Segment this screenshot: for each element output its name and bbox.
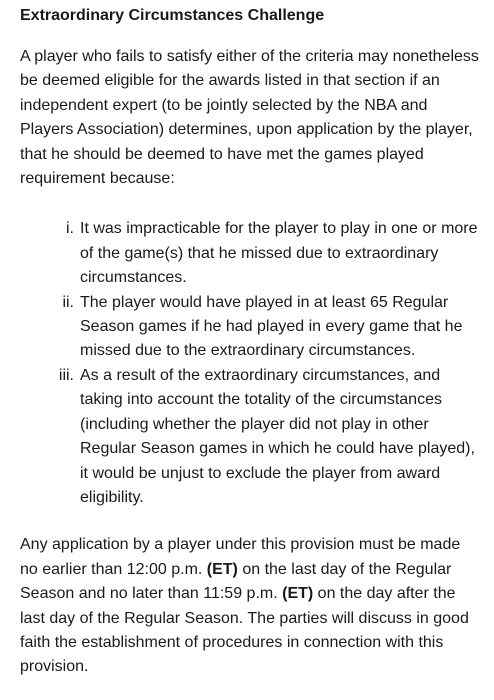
list-marker: iii. [58,366,74,384]
list-item-text: The player would have played in at least 65 Regular Season games if he had played in every game that he missed due to the extraordinary circumstances. [80,293,463,360]
closing-paragraph [20,533,482,679]
list-marker: i. [66,220,74,238]
list-item [20,364,482,510]
timezone-label: (ET) [282,585,314,603]
list-item-text: It was impracticable for the player to play in one or more of the game(s) that he missed due to extraordinary circumstances. [80,220,478,287]
section-title: Extraordinary Circumstances Challenge [20,7,325,24]
list-item-text: As a result of the extraordinary circumstances, and taking into account the totality of the circumstances (including whether the player did not play in other Regular Season games in which he could have played), it would be unjust to exclude the player from award eligibility. [80,366,475,506]
list-item [20,291,482,364]
list-marker: ii. [62,293,74,311]
closing-text-1: Any application by a player under this provision must be made no earlier than 12:00 p.m. [20,536,461,578]
timezone-label: (ET) [206,560,238,578]
closing-text-2: on the last day of the Regular Season and no later than 11:59 p.m. [20,560,452,603]
closing-text-3: on the day after the last day of the Regular Season. The parties will discuss in good faith the establishment of procedures in connection with this provision. [20,585,469,676]
document-page [20,0,482,680]
criteria-list [20,217,482,510]
list-item [20,217,482,290]
intro-paragraph: A player who fails to satisfy either of the criteria may nonetheless be deemed eligible for the awards listed in that section if an independent expert (to be jointly selected by the NBA and Players Association) determines, upon application by the player, that he should be deemed to have met the games played requirement because: [20,48,479,188]
